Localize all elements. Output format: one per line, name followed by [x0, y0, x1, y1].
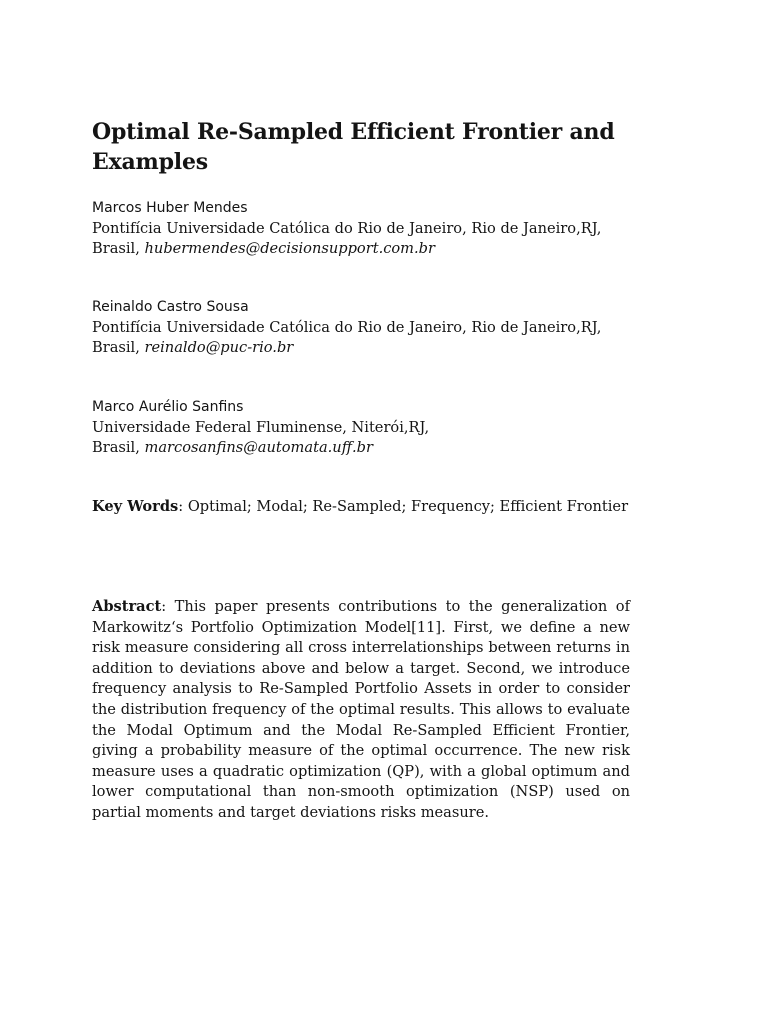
keywords-paragraph	[92, 496, 630, 517]
abstract-label: Abstract	[92, 598, 162, 615]
abstract-paragraph	[92, 597, 630, 824]
author-affiliation: Universidade Federal Fluminense, Niterói,RJ,	[92, 418, 430, 436]
author-country: Brasil,	[92, 240, 145, 257]
author-name: Reinaldo Castro Sousa	[92, 299, 249, 315]
author-block-3	[92, 397, 652, 459]
author-email: reinaldo@puc-rio.br	[144, 339, 294, 356]
author-country: Brasil,	[92, 439, 145, 456]
author-name: Marco Aurélio Sanfins	[92, 399, 244, 415]
abstract-text: : This paper presents contributions to the generalization of Markowitz‘s Portfolio Optimization Model[11]. First, we define a new risk measure considering all cross interrelationships between returns in addition to deviations above and below a target. Second, we introduce frequency analysis to Re-Sampled Portfolio Assets in order to consider the distribution frequency of the optimal results. This allows to evaluate the Modal Optimum and the Modal Re-Sampled Efficient Frontier, giving a probability measure of the optimal occurrence. The new risk measure uses a quadratic optimization (QP), with a global optimum and lower computational than non-smooth optimization (NSP) used on partial moments and target deviations risks measure.	[92, 598, 630, 821]
author-name: Marcos Huber Mendes	[92, 200, 248, 216]
author-email: marcosanfins@automata.uff.br	[144, 439, 373, 456]
author-email: hubermendes@decisionsupport.com.br	[144, 240, 435, 257]
paper-title: Optimal Re-Sampled Efficient Frontier and Examples	[92, 119, 615, 175]
author-block-1	[92, 198, 652, 260]
author-affiliation: Pontifícia Universidade Católica do Rio de Janeiro, Rio de Janeiro,RJ,	[92, 219, 602, 237]
author-affiliation: Pontifícia Universidade Católica do Rio de Janeiro, Rio de Janeiro,RJ,	[92, 318, 602, 336]
author-block-2	[92, 297, 652, 359]
author-country: Brasil,	[92, 339, 145, 356]
keywords-label: Key Words	[92, 498, 179, 515]
keywords-text: : Optimal; Modal; Re-Sampled; Frequency; Efficient Frontier	[178, 498, 629, 515]
